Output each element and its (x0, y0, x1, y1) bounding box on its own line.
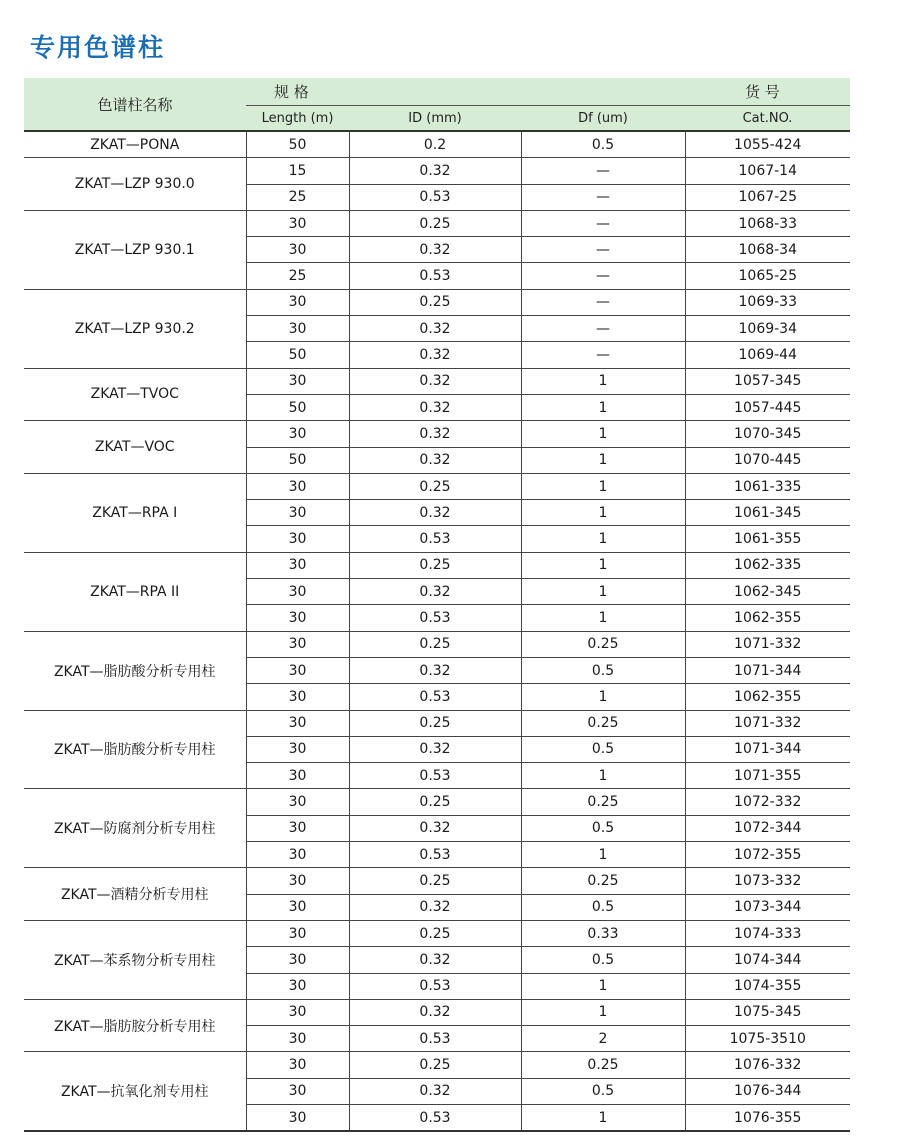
df-cell: 1 (521, 552, 685, 578)
id-cell: 0.25 (349, 920, 521, 946)
df-cell: 1 (521, 368, 685, 394)
id-cell: 0.25 (349, 868, 521, 894)
id-cell: 0.53 (349, 184, 521, 210)
df-cell: 1 (521, 473, 685, 499)
header-spec: 规 格 (246, 78, 349, 106)
length-cell: 25 (246, 184, 349, 210)
length-cell: 30 (246, 947, 349, 973)
length-cell: 30 (246, 289, 349, 315)
cat-no-cell: 1069-44 (685, 342, 850, 368)
cat-no-cell: 1073-344 (685, 894, 850, 920)
df-cell: — (521, 237, 685, 263)
df-cell: 0.5 (521, 736, 685, 762)
id-cell: 0.2 (349, 131, 521, 158)
id-cell: 0.32 (349, 579, 521, 605)
cat-no-cell: 1062-335 (685, 552, 850, 578)
df-cell: 2 (521, 1026, 685, 1052)
length-cell: 50 (246, 447, 349, 473)
df-cell: — (521, 289, 685, 315)
cat-no-cell: 1074-344 (685, 947, 850, 973)
df-cell: 0.25 (521, 789, 685, 815)
cat-no-cell: 1057-345 (685, 368, 850, 394)
length-cell: 30 (246, 1052, 349, 1078)
length-cell: 30 (246, 815, 349, 841)
column-name-cell: ZKAT—脂肪胺分析专用柱 (24, 999, 246, 1052)
id-cell: 0.32 (349, 736, 521, 762)
cat-no-cell: 1070-345 (685, 421, 850, 447)
column-name-cell: ZKAT—脂肪酸分析专用柱 (24, 710, 246, 789)
id-cell: 0.25 (349, 552, 521, 578)
df-cell: 1 (521, 684, 685, 710)
df-cell: 0.25 (521, 1052, 685, 1078)
length-cell: 30 (246, 368, 349, 394)
table-body (24, 131, 850, 1131)
cat-no-cell: 1076-332 (685, 1052, 850, 1078)
length-cell: 30 (246, 210, 349, 236)
table-row (24, 710, 850, 736)
length-cell: 30 (246, 789, 349, 815)
id-cell: 0.53 (349, 842, 521, 868)
df-cell: — (521, 342, 685, 368)
cat-no-cell: 1069-33 (685, 289, 850, 315)
cat-no-cell: 1071-344 (685, 736, 850, 762)
page-title: 专用色谱柱 (30, 33, 166, 62)
header-id: ID (mm) (349, 106, 521, 132)
id-cell: 0.32 (349, 447, 521, 473)
table-row (24, 368, 850, 394)
length-cell: 30 (246, 500, 349, 526)
cat-no-cell: 1062-345 (685, 579, 850, 605)
df-cell: 0.5 (521, 815, 685, 841)
id-cell: 0.32 (349, 894, 521, 920)
column-name-cell: ZKAT—酒精分析专用柱 (24, 868, 246, 921)
cat-no-cell: 1057-445 (685, 394, 850, 420)
df-cell: 1 (521, 394, 685, 420)
length-cell: 30 (246, 421, 349, 447)
table-row (24, 920, 850, 946)
cat-no-cell: 1071-355 (685, 763, 850, 789)
cat-no-cell: 1068-34 (685, 237, 850, 263)
length-cell: 30 (246, 999, 349, 1025)
id-cell: 0.25 (349, 789, 521, 815)
column-name-cell: ZKAT—LZP 930.0 (24, 158, 246, 211)
df-cell: 1 (521, 605, 685, 631)
length-cell: 30 (246, 473, 349, 499)
id-cell: 0.53 (349, 263, 521, 289)
cat-no-cell: 1062-355 (685, 605, 850, 631)
cat-no-cell: 1073-332 (685, 868, 850, 894)
df-cell: — (521, 210, 685, 236)
table-row (24, 552, 850, 578)
df-cell: 0.5 (521, 1078, 685, 1104)
df-cell: 1 (521, 842, 685, 868)
length-cell: 15 (246, 158, 349, 184)
id-cell: 0.32 (349, 500, 521, 526)
length-cell: 30 (246, 316, 349, 342)
length-cell: 30 (246, 763, 349, 789)
header-spec-spacer (349, 78, 521, 106)
length-cell: 30 (246, 1104, 349, 1131)
cat-no-cell: 1055-424 (685, 131, 850, 158)
id-cell: 0.32 (349, 237, 521, 263)
df-cell: 1 (521, 447, 685, 473)
df-cell: 0.25 (521, 710, 685, 736)
length-cell: 30 (246, 973, 349, 999)
df-cell: 0.25 (521, 868, 685, 894)
id-cell: 0.32 (349, 947, 521, 973)
df-cell: 1 (521, 1104, 685, 1131)
length-cell: 30 (246, 526, 349, 552)
length-cell: 30 (246, 1078, 349, 1104)
cat-no-cell: 1075-345 (685, 999, 850, 1025)
df-cell: — (521, 158, 685, 184)
df-cell: 0.5 (521, 657, 685, 683)
id-cell: 0.32 (349, 1078, 521, 1104)
length-cell: 25 (246, 263, 349, 289)
column-name-cell: ZKAT—LZP 930.1 (24, 210, 246, 289)
id-cell: 0.32 (349, 657, 521, 683)
length-cell: 30 (246, 868, 349, 894)
cat-no-cell: 1067-14 (685, 158, 850, 184)
cat-no-cell: 1076-344 (685, 1078, 850, 1104)
length-cell: 30 (246, 1026, 349, 1052)
df-cell: 1 (521, 421, 685, 447)
cat-no-cell: 1061-335 (685, 473, 850, 499)
id-cell: 0.25 (349, 473, 521, 499)
column-spec-table (24, 78, 850, 1132)
length-cell: 30 (246, 237, 349, 263)
table-row (24, 868, 850, 894)
id-cell: 0.25 (349, 289, 521, 315)
column-name-cell: ZKAT—TVOC (24, 368, 246, 421)
id-cell: 0.53 (349, 763, 521, 789)
id-cell: 0.32 (349, 815, 521, 841)
df-cell: 0.33 (521, 920, 685, 946)
length-cell: 30 (246, 684, 349, 710)
id-cell: 0.53 (349, 605, 521, 631)
table-row (24, 473, 850, 499)
df-cell: 1 (521, 579, 685, 605)
table-row (24, 289, 850, 315)
length-cell: 30 (246, 605, 349, 631)
id-cell: 0.25 (349, 710, 521, 736)
cat-no-cell: 1065-25 (685, 263, 850, 289)
id-cell: 0.25 (349, 631, 521, 657)
id-cell: 0.53 (349, 1104, 521, 1131)
df-cell: — (521, 263, 685, 289)
header-cat: 货 号 (685, 78, 850, 106)
column-name-cell: ZKAT—RPA I (24, 473, 246, 552)
cat-no-cell: 1072-355 (685, 842, 850, 868)
length-cell: 50 (246, 131, 349, 158)
df-cell: 1 (521, 526, 685, 552)
id-cell: 0.53 (349, 526, 521, 552)
table-row (24, 158, 850, 184)
cat-no-cell: 1072-344 (685, 815, 850, 841)
header-spec-spacer (521, 78, 685, 106)
column-name-cell: ZKAT—抗氧化剂专用柱 (24, 1052, 246, 1131)
length-cell: 30 (246, 736, 349, 762)
column-name-cell: ZKAT—PONA (24, 131, 246, 158)
header-column-name: 色谱柱名称 (24, 78, 246, 131)
cat-no-cell: 1061-355 (685, 526, 850, 552)
length-cell: 30 (246, 894, 349, 920)
cat-no-cell: 1071-332 (685, 710, 850, 736)
length-cell: 30 (246, 710, 349, 736)
cat-no-cell: 1074-355 (685, 973, 850, 999)
column-name-cell: ZKAT—脂肪酸分析专用柱 (24, 631, 246, 710)
id-cell: 0.32 (349, 342, 521, 368)
length-cell: 50 (246, 394, 349, 420)
cat-no-cell: 1071-332 (685, 631, 850, 657)
table-row (24, 631, 850, 657)
df-cell: — (521, 184, 685, 210)
header-catno: Cat.NO. (685, 106, 850, 132)
df-cell: 1 (521, 999, 685, 1025)
cat-no-cell: 1072-332 (685, 789, 850, 815)
cat-no-cell: 1062-355 (685, 684, 850, 710)
header-df: Df (um) (521, 106, 685, 132)
cat-no-cell: 1071-344 (685, 657, 850, 683)
id-cell: 0.53 (349, 1026, 521, 1052)
id-cell: 0.32 (349, 368, 521, 394)
id-cell: 0.25 (349, 210, 521, 236)
id-cell: 0.32 (349, 316, 521, 342)
cat-no-cell: 1069-34 (685, 316, 850, 342)
id-cell: 0.53 (349, 973, 521, 999)
table-row (24, 210, 850, 236)
df-cell: — (521, 316, 685, 342)
df-cell: 1 (521, 973, 685, 999)
id-cell: 0.32 (349, 999, 521, 1025)
id-cell: 0.32 (349, 158, 521, 184)
df-cell: 0.5 (521, 131, 685, 158)
table-row (24, 421, 850, 447)
cat-no-cell: 1070-445 (685, 447, 850, 473)
header-length: Length (m) (246, 106, 349, 132)
df-cell: 0.5 (521, 894, 685, 920)
length-cell: 30 (246, 920, 349, 946)
length-cell: 30 (246, 579, 349, 605)
length-cell: 30 (246, 657, 349, 683)
length-cell: 30 (246, 631, 349, 657)
cat-no-cell: 1067-25 (685, 184, 850, 210)
cat-no-cell: 1061-345 (685, 500, 850, 526)
df-cell: 0.25 (521, 631, 685, 657)
table-row (24, 999, 850, 1025)
table-row (24, 789, 850, 815)
column-name-cell: ZKAT—防腐剂分析专用柱 (24, 789, 246, 868)
table-row (24, 131, 850, 158)
id-cell: 0.32 (349, 421, 521, 447)
length-cell: 50 (246, 342, 349, 368)
column-name-cell: ZKAT—苯系物分析专用柱 (24, 920, 246, 999)
length-cell: 30 (246, 842, 349, 868)
table-row (24, 1052, 850, 1078)
length-cell: 30 (246, 552, 349, 578)
cat-no-cell: 1075-3510 (685, 1026, 850, 1052)
cat-no-cell: 1068-33 (685, 210, 850, 236)
cat-no-cell: 1076-355 (685, 1104, 850, 1131)
df-cell: 0.5 (521, 947, 685, 973)
column-name-cell: ZKAT—VOC (24, 421, 246, 474)
cat-no-cell: 1074-333 (685, 920, 850, 946)
id-cell: 0.32 (349, 394, 521, 420)
df-cell: 1 (521, 763, 685, 789)
id-cell: 0.53 (349, 684, 521, 710)
column-name-cell: ZKAT—LZP 930.2 (24, 289, 246, 368)
df-cell: 1 (521, 500, 685, 526)
id-cell: 0.25 (349, 1052, 521, 1078)
column-name-cell: ZKAT—RPA II (24, 552, 246, 631)
